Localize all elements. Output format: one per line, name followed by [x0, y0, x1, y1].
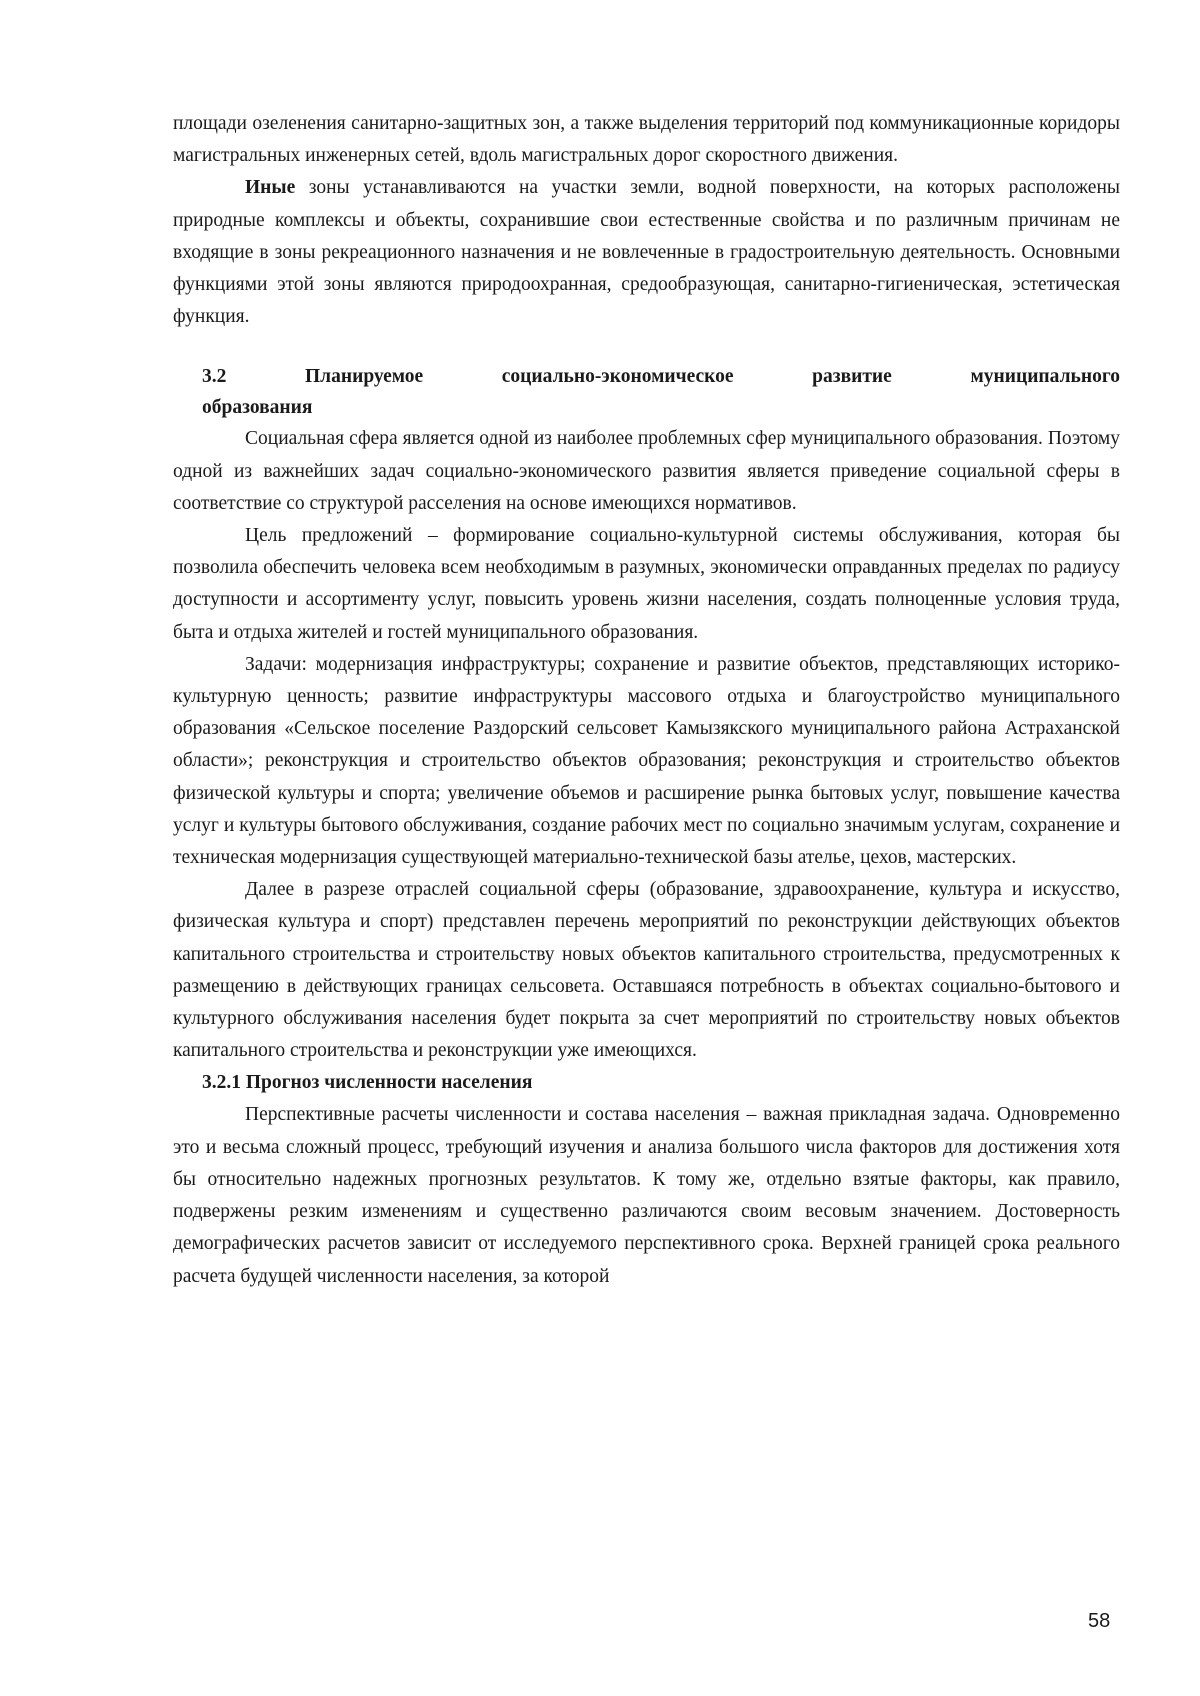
section-title-word-2: социально-экономическое	[501, 366, 734, 388]
page-number: 58	[1088, 1610, 1111, 1632]
section-heading-line2: образования	[202, 397, 313, 419]
section-number: 3.2	[202, 366, 227, 388]
section-title-word-4: муниципального	[970, 366, 1120, 388]
paragraph-other-zones	[173, 172, 1120, 333]
section-title-word-1: Планируемое	[305, 366, 424, 388]
section-title-word-3: развитие	[812, 366, 892, 388]
subsection-heading: 3.2.1 Прогноз численности населения	[202, 1072, 533, 1094]
section-heading	[173, 361, 1120, 393]
paragraph-forecast: Перспективные расчеты численности и состава населения – важная прикладная задача. Одновременно это и весьма сложный процесс, требующий изучения и анализа большого числа факторов для достижения хотя бы относительно надежных прогнозных результатов. К тому же, отдельно взятые факторы, как правило, подвержены резким изменениям и существенно различаются своим весовым значением. Достоверность демографических расчетов зависит от исследуемого перспективного срока. Верхней границей срока реального расчета будущей численности населения, за которой	[173, 1104, 1120, 1287]
paragraph-further: Далее в разрезе отраслей социальной сферы (образование, здравоохранение, культура и искусство, физическая культура и спорт) представлен перечень мероприятий по реконструкции действующих объектов капитального строительства и строительству новых объектов капитального строительства, предусмотренных к размещению в действующих границах сельсовета. Оставшаяся потребность в объектах социально-бытового и культурного обслуживания населения будет покрыта за счет мероприятий по строительству новых объектов капитального строительства и реконструкции уже имеющихся.	[173, 879, 1120, 1062]
paragraph-tasks: Задачи: модернизация инфраструктуры; сохранение и развитие объектов, представляющих историко-культурную ценность; развитие инфраструктуры массового отдыха и благоустройство муниципального образования «Сельское поселение Раздорский сельсовет Камызякского муниципального района Астраханской области»; реконструкция и строительство объектов образования; реконструкция и строительство объектов физической культуры и спорта; увеличение объемов и расширение рынка бытовых услуг, повышение качества услуг и культуры бытового обслуживания, создание рабочих мест по социально значимым услугам, сохранение и техническая модернизация существующей материально-технической базы ателье, цехов, мастерских.	[173, 653, 1120, 869]
document-page	[173, 108, 1120, 1293]
paragraph-social-sphere: Социальная сфера является одной из наиболее проблемных сфер муниципального образования. Поэтому одной из важнейших задач социально-экономического развития является приведение социальной сферы в соответствие со структурой расселения на основе имеющихся нормативов.	[173, 428, 1120, 514]
paragraph-intro: площади озеленения санитарно-защитных зон, а также выделения территорий под коммуникационные коридоры магистральных инженерных сетей, вдоль магистральных дорог скоростного движения.	[173, 113, 1120, 167]
paragraph-other-zones-text: зоны устанавливаются на участки земли, водной поверхности, на которых расположены природные комплексы и объекты, сохранившие свои естественные свойства и по различным причинам не входящие в зоны рекреационного назначения и не вовлеченные в градостроительную деятельность. Основными функциями этой зоны являются природоохранная, средообразующая, санитарно-гигиеническая, эстетическая функция.	[173, 177, 1120, 328]
bold-term: Иные	[245, 177, 296, 199]
paragraph-goal: Цель предложений – формирование социально-культурной системы обслуживания, которая бы позволила обеспечить человека всем необходимым в разумных, экономически оправданных пределах по радиусу доступности и ассортименту услуг, повысить уровень жизни населения, создать полноценные условия труда, быта и отдыха жителей и гостей муниципального образования.	[173, 525, 1120, 643]
